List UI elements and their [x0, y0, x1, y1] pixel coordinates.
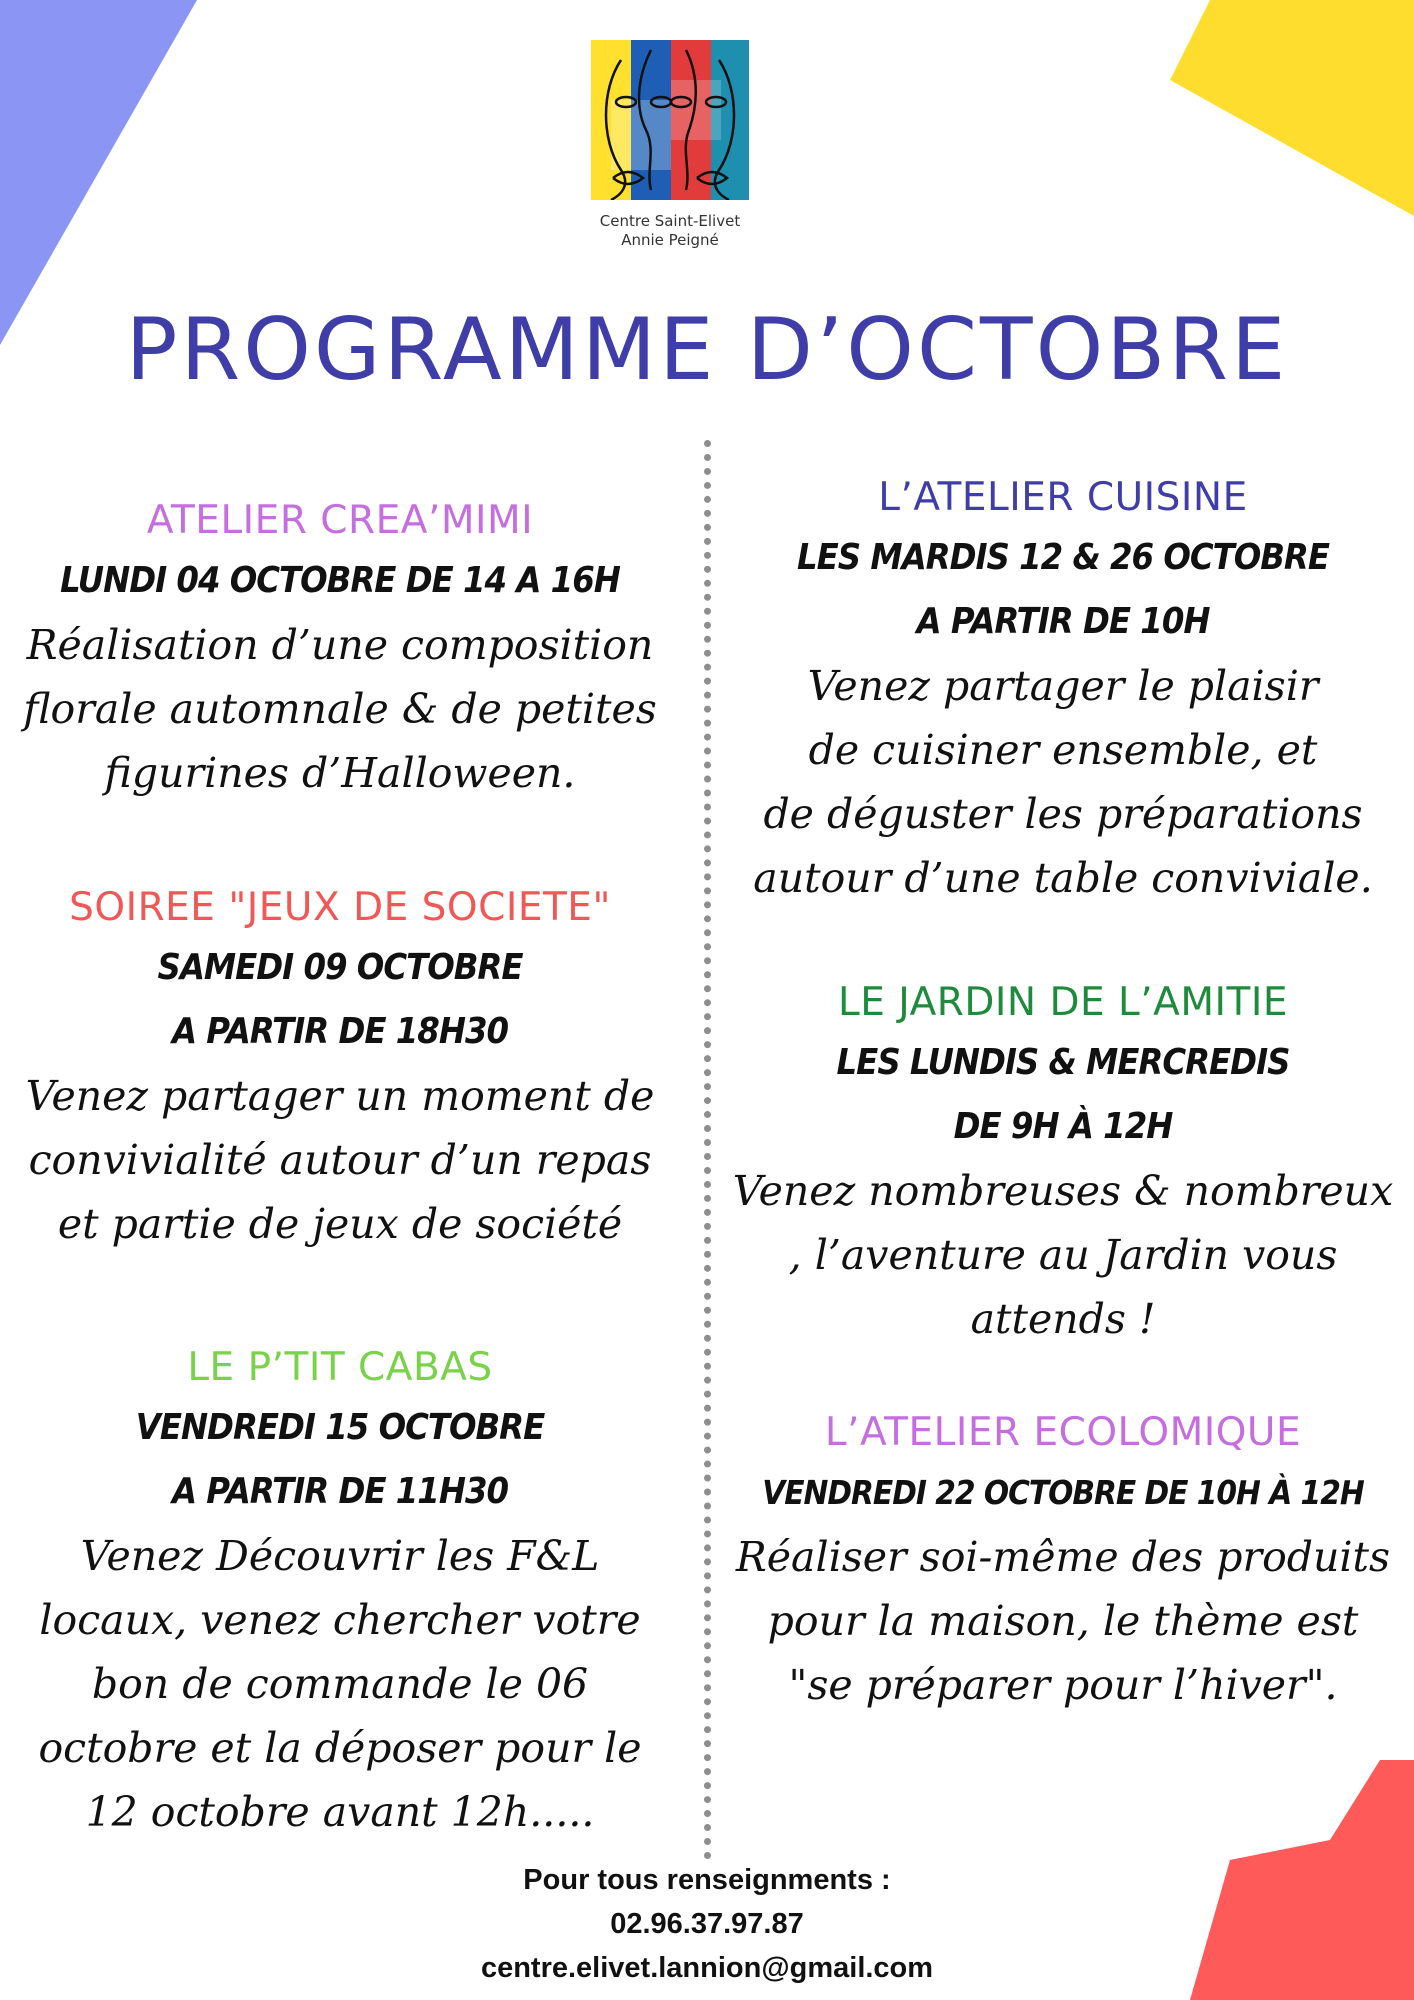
logo-name: Centre Saint-Elivet	[599, 212, 741, 230]
event-title: ATELIER CREA’MIMI	[146, 498, 534, 543]
event-date: LUNDI 04 OCTOBRE DE 14 A 16H	[60, 560, 620, 601]
event-time: A PARTIR DE 18H30	[171, 1011, 509, 1052]
event-description: attends !	[970, 1295, 1156, 1343]
event-date: SAMEDI 09 OCTOBRE	[157, 947, 523, 988]
event-description: "se préparer pour l’hiver".	[788, 1661, 1338, 1709]
event-description: de cuisiner ensemble, et	[808, 726, 1318, 774]
event-ptit-cabas	[0, 1340, 680, 1844]
contact-phone[interactable]: 02.96.37.97.87	[610, 1908, 804, 1940]
event-title: L’ATELIER CUISINE	[878, 475, 1248, 520]
logo-subname: Annie Peigné	[621, 231, 719, 249]
event-title: LE JARDIN DE L’AMITIE	[838, 980, 1288, 1025]
centre-logo	[590, 40, 750, 250]
event-description: octobre et la déposer pour le	[38, 1724, 642, 1772]
contact-email[interactable]: centre.elivet.lannion@gmail.com	[480, 1952, 934, 1984]
event-description: autour d’une table conviviale.	[753, 854, 1373, 902]
event-description: Venez Découvrir les F&L	[80, 1532, 600, 1580]
event-description: Venez nombreuses & nombreux	[732, 1167, 1394, 1215]
event-date: VENDREDI 15 OCTOBRE	[135, 1407, 545, 1448]
event-description: Venez partager le plaisir	[807, 662, 1319, 710]
event-soiree-jeux	[0, 880, 680, 1256]
event-date: VENDREDI 22 OCTOBRE DE 10H À 12H	[762, 1473, 1364, 1512]
event-date: LES MARDIS 12 & 26 OCTOBRE	[797, 537, 1329, 578]
event-description: Réaliser soi-même des produits	[735, 1533, 1391, 1581]
event-description: convivialité autour d’un repas	[28, 1136, 652, 1184]
contact-footer	[0, 1858, 1414, 1990]
event-description: 12 octobre avant 12h.....	[85, 1788, 595, 1836]
event-time: DE 9H À 12H	[953, 1106, 1173, 1147]
event-description: locaux, venez chercher votre	[39, 1596, 641, 1644]
faces-logo-icon	[591, 40, 749, 200]
event-description: Venez partager un moment de	[25, 1072, 655, 1120]
page-title: PROGRAMME D’OCTOBRE	[125, 300, 1289, 400]
event-time: A PARTIR DE 11H30	[171, 1471, 509, 1512]
event-atelier-crea-mimi	[0, 493, 680, 805]
corner-shape-yellow	[1170, 0, 1414, 220]
contact-label: Pour tous renseignments :	[523, 1864, 891, 1896]
event-description: Réalisation d’une composition	[26, 621, 654, 669]
event-description: bon de commande le 06	[91, 1660, 589, 1708]
event-atelier-ecolomique	[712, 1405, 1414, 1717]
event-title: L’ATELIER ECOLOMIQUE	[824, 1410, 1302, 1455]
event-description: , l’aventure au Jardin vous	[788, 1231, 1338, 1279]
event-time: A PARTIR DE 10H	[916, 601, 1210, 642]
event-description: figurines d’Halloween.	[104, 749, 576, 797]
event-title: LE P’TIT CABAS	[187, 1345, 493, 1390]
event-atelier-cuisine	[712, 470, 1414, 910]
event-description: et partie de jeux de société	[57, 1200, 623, 1248]
event-description: pour la maison, le thème est	[767, 1597, 1359, 1645]
column-divider	[704, 440, 711, 1860]
event-title: SOIREE "JEUX DE SOCIETE"	[69, 885, 611, 930]
event-date: LES LUNDIS & MERCREDIS	[836, 1042, 1290, 1083]
event-description: florale automnale & de petites	[23, 685, 657, 733]
corner-shape-blue	[0, 0, 200, 350]
event-jardin-amitie	[712, 975, 1414, 1351]
event-description: de déguster les préparations	[763, 790, 1363, 838]
